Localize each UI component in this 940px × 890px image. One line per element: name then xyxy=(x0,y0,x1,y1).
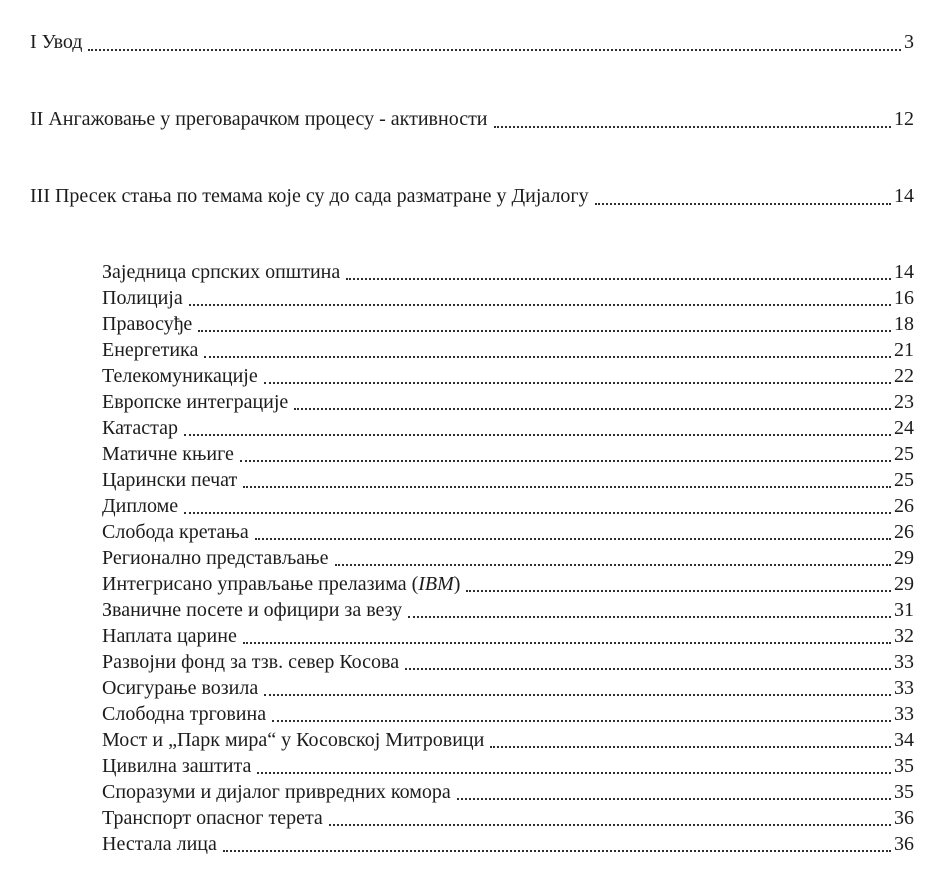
toc-entry-page: 32 xyxy=(894,625,914,647)
toc-entry-page: 14 xyxy=(894,185,914,207)
toc-entry-label: III Пресек стања по темама које су до сада разматране у Дијалогу xyxy=(30,185,589,207)
toc-entry-label: Матичне књиге xyxy=(102,443,234,465)
leader-dots xyxy=(184,434,891,436)
toc-entry-page: 36 xyxy=(894,833,914,855)
toc-entry-label: Цивилна заштита xyxy=(102,755,252,777)
toc-main-list xyxy=(30,28,914,210)
toc-entry-label: Слободна трговина xyxy=(102,703,267,725)
toc-entry-label: Званичне посете и официри за везу xyxy=(102,599,403,621)
leader-dots xyxy=(223,850,891,852)
toc-entry-page: 33 xyxy=(894,677,914,699)
toc-entry xyxy=(102,415,914,441)
toc-entry-page: 14 xyxy=(894,261,914,283)
toc-entry-label: Полиција xyxy=(102,287,183,309)
leader-dots xyxy=(204,356,891,358)
toc-entry xyxy=(102,701,914,727)
leader-dots xyxy=(264,694,891,696)
leader-dots xyxy=(243,642,891,644)
toc-entry xyxy=(30,182,914,210)
toc-entry-label: Катастар xyxy=(102,417,179,439)
toc-entry xyxy=(102,649,914,675)
leader-dots xyxy=(490,746,891,748)
leader-dots xyxy=(457,798,891,800)
leader-dots xyxy=(184,512,891,514)
toc-entry-label: Осигурање возила xyxy=(102,677,259,699)
toc-entry xyxy=(102,753,914,779)
toc-entry xyxy=(102,571,914,597)
leader-dots xyxy=(243,486,891,488)
toc-entry xyxy=(102,805,914,831)
toc-entry-page: 25 xyxy=(894,469,914,491)
toc-entry-page: 29 xyxy=(894,547,914,569)
toc-entry xyxy=(102,467,914,493)
toc-entry-page: 35 xyxy=(894,781,914,803)
toc-entry xyxy=(102,519,914,545)
toc-entry-page: 25 xyxy=(894,443,914,465)
toc-entry-label: Наплата царине xyxy=(102,625,237,647)
toc-entry-page: 24 xyxy=(894,417,914,439)
toc-entry-label: Заједница српских општина xyxy=(102,261,341,283)
toc-entry xyxy=(102,727,914,753)
leader-dots xyxy=(405,668,891,670)
toc-entry-label: II Ангажовање у преговарачком процесу - активности xyxy=(30,108,488,130)
toc-entry xyxy=(102,285,914,311)
toc-entry-label: Развојни фонд за тзв. север Косова xyxy=(102,651,400,673)
leader-dots xyxy=(595,203,891,205)
leader-dots xyxy=(335,564,891,566)
leader-dots xyxy=(257,772,891,774)
toc-entry xyxy=(102,493,914,519)
toc-entry xyxy=(30,105,914,133)
toc-entry xyxy=(102,779,914,805)
toc-entry-page: 31 xyxy=(894,599,914,621)
toc-entry xyxy=(102,675,914,701)
toc-entry-label: Мост и „Парк мира“ у Косовској Митровици xyxy=(102,729,485,751)
toc-entry-label: Правосуђе xyxy=(102,313,193,335)
toc-entry xyxy=(102,623,914,649)
toc-entry-page: 23 xyxy=(894,391,914,413)
leader-dots xyxy=(494,126,891,128)
toc-entry-label: Телекомуникације xyxy=(102,365,258,387)
toc-entry xyxy=(102,831,914,857)
leader-dots xyxy=(294,408,891,410)
leader-dots xyxy=(329,824,891,826)
toc-entry-label: Слобода кретања xyxy=(102,521,249,543)
toc-entry-page: 26 xyxy=(894,521,914,543)
toc-entry-page: 3 xyxy=(904,31,914,53)
leader-dots xyxy=(272,720,891,722)
toc-entry xyxy=(102,597,914,623)
toc-entry-label: Царински печат xyxy=(102,469,238,491)
toc-entry-page: 18 xyxy=(894,313,914,335)
toc-entry xyxy=(102,337,914,363)
leader-dots xyxy=(466,590,891,592)
toc-entry xyxy=(102,259,914,285)
toc-entry xyxy=(102,389,914,415)
toc-entry-label: Европске интеграције xyxy=(102,391,289,413)
toc-entry-label: Нестала лица xyxy=(102,833,217,855)
toc-entry-label: Дипломе xyxy=(102,495,179,517)
toc-entry xyxy=(102,545,914,571)
toc-entry-page: 12 xyxy=(894,108,914,130)
toc-entry xyxy=(102,441,914,467)
toc-entry-page: 33 xyxy=(894,703,914,725)
toc-entry-label: Енергетика xyxy=(102,339,199,361)
leader-dots xyxy=(408,616,891,618)
toc-entry-page: 26 xyxy=(894,495,914,517)
leader-dots xyxy=(198,330,891,332)
toc-entry-label: Споразуми и дијалог привредних комора xyxy=(102,781,451,803)
toc-entry xyxy=(30,28,914,56)
toc-entry-label: Регионално представљање xyxy=(102,547,329,569)
toc-entry-page: 34 xyxy=(894,729,914,751)
toc-sub-list xyxy=(30,259,914,857)
toc-entry-page: 29 xyxy=(894,573,914,595)
leader-dots xyxy=(346,278,891,280)
toc-entry-label: Транспорт опасног терета xyxy=(102,807,323,829)
toc-entry xyxy=(102,311,914,337)
toc-entry-label: I Увод xyxy=(30,31,83,53)
toc-entry-page: 16 xyxy=(894,287,914,309)
toc-entry-page: 33 xyxy=(894,651,914,673)
leader-dots xyxy=(255,538,891,540)
toc-entry-page: 36 xyxy=(894,807,914,829)
toc-entry-page: 22 xyxy=(894,365,914,387)
toc-entry-label xyxy=(102,571,460,597)
toc-entry xyxy=(102,363,914,389)
leader-dots xyxy=(189,304,891,306)
leader-dots xyxy=(88,49,901,51)
toc-entry-label-italic-segment: IBM xyxy=(418,573,454,595)
toc-entry-page: 21 xyxy=(894,339,914,361)
toc-entry-label-segment: Интегрисано управљање прелазима ( xyxy=(102,573,419,595)
toc-entry-label-segment: ) xyxy=(453,573,461,595)
leader-dots xyxy=(264,382,891,384)
toc-entry-page: 35 xyxy=(894,755,914,777)
leader-dots xyxy=(240,460,891,462)
